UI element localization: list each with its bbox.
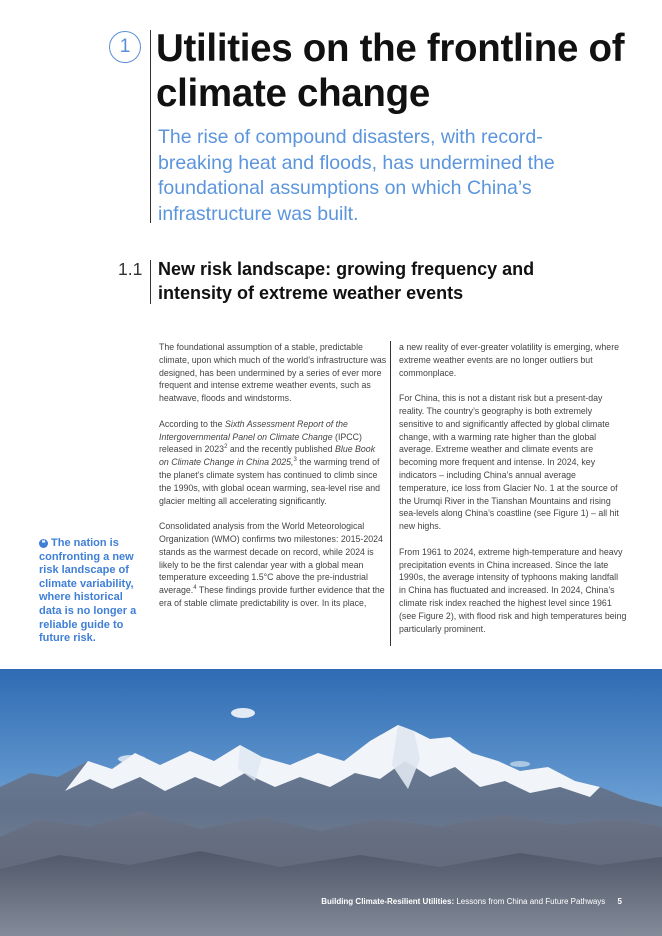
section-number: 1.1 bbox=[118, 259, 143, 279]
section-title: New risk landscape: growing frequency and intensity of extreme weather events bbox=[158, 259, 535, 303]
paragraph: From 1961 to 2024, extreme high-temperature and heavy precipitation events in China increased. Since the late 1990s, the average intensity of typhoons making landfall in China has fluctuated and increased. In 2024, China’s climate risk index reached the highest level since 1961 (see Figure 2), with flood risk and high temperatures being particularly prominent. bbox=[399, 546, 627, 634]
paragraph: The foundational assumption of a stable, predictable climate, upon which much of the world’s infrastructure was designed, has been undermined by a series of ever more frequent and intense extreme weather events, such as heatwave, floods and windstorms. bbox=[159, 342, 387, 404]
page-footer bbox=[321, 897, 622, 906]
quote-icon: ❝ bbox=[39, 539, 48, 548]
body-column-right bbox=[399, 341, 627, 648]
body-column-left bbox=[159, 341, 387, 623]
paragraph: a new reality of ever-greater volatility is emerging, where extreme weather events are no longer outliers but commonplace. bbox=[399, 342, 620, 378]
paragraph: Consolidated analysis from the World Meteorological Organization (WMO) confirms two milestones: 2015-2024 stands as the warmest decade on record, while 2024 is likely to be the first calendar year with a global mean temperature exceeding 1.5°C above the pre-industrial average.$^4$ These findings provide further evidence that the era of stable climate predictability is over. In its place, bbox=[159, 521, 385, 608]
paragraph: According to the Sixth Assessment Report of the Intergovernmental Panel on Climate Change (IPCC) released in 2023$^2$ and the recently published Blue Book on Climate Change in China 2025,$^3$ the warming trend of the planet’s climate system has continued to climb since the 1990s, with global ocean warming, sea-level rise and glacier melting all accelerating significantly. bbox=[159, 418, 381, 506]
footnote-ref: 4 bbox=[193, 585, 197, 592]
mountain-photo bbox=[0, 669, 662, 936]
chapter-subtitle: The rise of compound disasters, with record-breaking heat and floods, has undermined the foundational assumptions on which China’s infrastructure was built. bbox=[158, 126, 555, 225]
title-rule bbox=[150, 30, 151, 223]
footer-report-title: Building Climate-Resilient Utilities: bbox=[321, 897, 455, 906]
mountain-illustration bbox=[0, 669, 662, 936]
chapter-number-badge bbox=[109, 31, 141, 63]
footer-report-subtitle: Lessons from China and Future Pathways bbox=[456, 897, 606, 906]
chapter-title: Utilities on the frontline of climate change bbox=[156, 27, 625, 115]
pullquote-text: The nation is confronting a new risk landscape of climate variability, where historical data is no longer a reliable guide to future risk. bbox=[39, 537, 137, 645]
footnote-ref: 3 bbox=[293, 457, 297, 464]
column-divider bbox=[390, 341, 391, 646]
paragraph: For China, this is not a distant risk but a present-day reality. The country’s geography is both extremely sensitive to and significantly affected by global climate change, with a warming rate higher than the global average. Extreme weather and climate events are becoming more frequent and intense. In 2024, key indicators – including China’s annual average temperature, ice loss from Glacier No. 1 at the source of the Urumqi River in the Tianshan Mountains and rising sea-levels along China’s coastline (see Figure 1) – all hit new highs. bbox=[399, 393, 619, 532]
section-rule bbox=[150, 260, 151, 304]
chapter-number: 1 bbox=[119, 36, 131, 57]
footnote-ref: 2 bbox=[224, 444, 228, 451]
pullquote bbox=[39, 537, 143, 646]
page-number: 5 bbox=[617, 897, 622, 906]
